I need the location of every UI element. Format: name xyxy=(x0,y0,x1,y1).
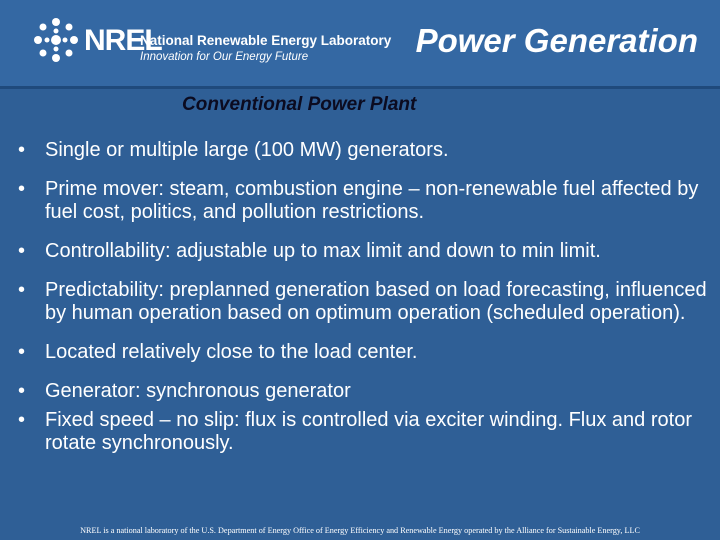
bullet-item xyxy=(18,380,708,403)
footer-disclaimer: NREL is a national laboratory of the U.S. Department of Energy Office of Energy Efficiency and Renewable Energy operated by the Alliance for Sustainable Energy, LLC xyxy=(80,526,640,535)
slide-subtitle: Conventional Power Plant xyxy=(182,94,417,115)
bullet-item xyxy=(18,139,708,162)
logo-lab-name: National Renewable Energy Laboratory xyxy=(140,33,392,48)
bullet-list xyxy=(18,139,708,471)
bullet-text: Predictability: preplanned generation based on load forecasting, influenced by human operation based on optimum operation (scheduled operation). xyxy=(45,279,707,324)
bullet-text: Generator: synchronous generator xyxy=(45,380,351,402)
slide-header xyxy=(0,0,720,89)
bullet-item xyxy=(18,178,708,224)
bullet-marker: • xyxy=(18,178,26,200)
bullet-item xyxy=(18,409,708,455)
logo-wordmark: NREL xyxy=(84,24,162,57)
bullet-marker: • xyxy=(18,279,26,301)
bullet-item xyxy=(18,279,708,325)
bullet-text: Single or multiple large (100 MW) generators. xyxy=(45,139,449,161)
bullet-marker: • xyxy=(18,139,26,161)
bullet-marker: • xyxy=(18,380,26,402)
bullet-marker: • xyxy=(18,240,26,262)
logo-tagline: Innovation for Our Energy Future xyxy=(140,51,309,63)
slide-title: Power Generation xyxy=(415,22,698,59)
bullet-marker: • xyxy=(18,409,26,431)
bullet-text: Controllability: adjustable up to max limit and down to min limit. xyxy=(45,240,601,262)
bullet-marker: • xyxy=(18,341,26,363)
nrel-sunburst-icon xyxy=(30,14,82,66)
bullet-item xyxy=(18,240,708,263)
nrel-logo xyxy=(30,14,390,74)
bullet-text: Prime mover: steam, combustion engine – non-renewable fuel affected by fuel cost, politics, and pollution restrictions. xyxy=(45,178,699,223)
bullet-text: Fixed speed – no slip: flux is controlled via exciter winding. Flux and rotor rotate synchronously. xyxy=(45,409,692,454)
bullet-text: Located relatively close to the load center. xyxy=(45,341,418,363)
bullet-item xyxy=(18,341,708,364)
